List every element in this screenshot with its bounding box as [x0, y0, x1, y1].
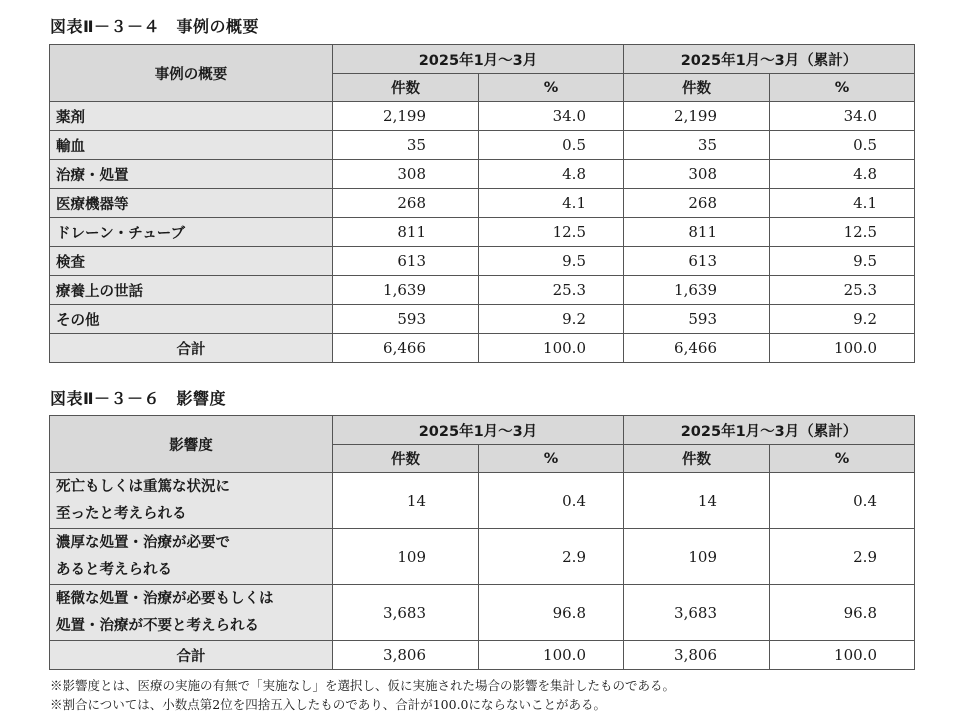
table-row [50, 189, 915, 218]
cumulative-percent-cell: 0.4 [770, 473, 915, 529]
cumulative-count-cell: 613 [624, 247, 770, 276]
count-cell: 35 [333, 131, 479, 160]
count-header: 件数 [333, 445, 479, 473]
table-header-row [50, 45, 915, 74]
total-percent-cell: 100.0 [479, 641, 624, 670]
table-row [50, 160, 915, 189]
total-row [50, 641, 915, 670]
percent-cell: 25.3 [479, 276, 624, 305]
row-label-line2: 至ったと考えられる [56, 505, 187, 522]
total-cumulative-percent-cell: 100.0 [770, 334, 915, 363]
table-row [50, 102, 915, 131]
total-cumulative-count-cell: 3,806 [624, 641, 770, 670]
impact-level-table [49, 415, 915, 670]
percent-cell: 9.5 [479, 247, 624, 276]
count-cell: 613 [333, 247, 479, 276]
percent-cell: 2.9 [479, 529, 624, 585]
cumulative-count-cell: 109 [624, 529, 770, 585]
table-row [50, 276, 915, 305]
row-header: 事例の概要 [50, 45, 333, 102]
cumulative-percent-cell: 34.0 [770, 102, 915, 131]
table-header-row [50, 416, 915, 445]
period2-header: 2025年1月～3月（累計） [624, 416, 915, 445]
percent-cell: 9.2 [479, 305, 624, 334]
percent-cell: 96.8 [479, 585, 624, 641]
row-label: 輸血 [50, 131, 333, 160]
row-label-line2: あると考えられる [56, 561, 172, 578]
percent-header: % [770, 74, 915, 102]
count-cell: 1,639 [333, 276, 479, 305]
period2-header: 2025年1月～3月（累計） [624, 45, 915, 74]
cumulative-percent-cell: 2.9 [770, 529, 915, 585]
count-cell: 268 [333, 189, 479, 218]
count-header: 件数 [624, 445, 770, 473]
total-label: 合計 [50, 641, 333, 670]
table-row [50, 305, 915, 334]
cumulative-count-cell: 268 [624, 189, 770, 218]
percent-cell: 4.1 [479, 189, 624, 218]
table-row [50, 131, 915, 160]
percent-cell: 0.4 [479, 473, 624, 529]
table-row [50, 218, 915, 247]
row-label: 治療・処置 [50, 160, 333, 189]
cumulative-count-cell: 35 [624, 131, 770, 160]
percent-cell: 0.5 [479, 131, 624, 160]
table1-caption: 図表Ⅱ－３－４ 事例の概要 [50, 17, 260, 36]
row-label [50, 529, 333, 585]
table-row [50, 585, 915, 641]
cumulative-count-cell: 3,683 [624, 585, 770, 641]
table2-caption: 図表Ⅱ－３－６ 影響度 [50, 389, 227, 408]
footnote: ※割合については、小数点第2位を四捨五入したものであり、合計が100.0にならないことがある。 [50, 697, 606, 712]
row-label: 医療機器等 [50, 189, 333, 218]
cumulative-percent-cell: 96.8 [770, 585, 915, 641]
row-label [50, 585, 333, 641]
cumulative-percent-cell: 4.8 [770, 160, 915, 189]
incident-summary-table [49, 44, 915, 363]
total-row [50, 334, 915, 363]
cumulative-count-cell: 2,199 [624, 102, 770, 131]
total-label: 合計 [50, 334, 333, 363]
row-label-line2: 処置・治療が不要と考えられる [56, 617, 259, 634]
cumulative-percent-cell: 4.1 [770, 189, 915, 218]
footnotes [50, 676, 675, 714]
count-cell: 3,683 [333, 585, 479, 641]
row-label: 薬剤 [50, 102, 333, 131]
row-label-line1: 濃厚な処置・治療が必要で [56, 534, 230, 551]
period1-header: 2025年1月～3月 [333, 45, 624, 74]
count-cell: 811 [333, 218, 479, 247]
total-percent-cell: 100.0 [479, 334, 624, 363]
percent-cell: 34.0 [479, 102, 624, 131]
count-cell: 308 [333, 160, 479, 189]
total-cumulative-percent-cell: 100.0 [770, 641, 915, 670]
row-label [50, 473, 333, 529]
percent-cell: 4.8 [479, 160, 624, 189]
row-label-line1: 死亡もしくは重篤な状況に [56, 478, 230, 495]
count-cell: 14 [333, 473, 479, 529]
footnote: ※影響度とは、医療の実施の有無で「実施なし」を選択し、仮に実施された場合の影響を集計したものである。 [50, 678, 676, 693]
cumulative-count-cell: 308 [624, 160, 770, 189]
percent-cell: 12.5 [479, 218, 624, 247]
cumulative-count-cell: 811 [624, 218, 770, 247]
cumulative-percent-cell: 9.5 [770, 247, 915, 276]
cumulative-percent-cell: 0.5 [770, 131, 915, 160]
percent-header: % [479, 445, 624, 473]
count-cell: 109 [333, 529, 479, 585]
row-label-line1: 軽微な処置・治療が必要もしくは [56, 590, 274, 607]
cumulative-percent-cell: 12.5 [770, 218, 915, 247]
count-cell: 593 [333, 305, 479, 334]
total-count-cell: 6,466 [333, 334, 479, 363]
period1-header: 2025年1月～3月 [333, 416, 624, 445]
row-label: 検査 [50, 247, 333, 276]
count-header: 件数 [624, 74, 770, 102]
cumulative-count-cell: 1,639 [624, 276, 770, 305]
cumulative-percent-cell: 25.3 [770, 276, 915, 305]
row-header: 影響度 [50, 416, 333, 473]
row-label: 療養上の世話 [50, 276, 333, 305]
table-row [50, 473, 915, 529]
row-label: その他 [50, 305, 333, 334]
total-cumulative-count-cell: 6,466 [624, 334, 770, 363]
percent-header: % [479, 74, 624, 102]
percent-header: % [770, 445, 915, 473]
row-label: ドレーン・チューブ [50, 218, 333, 247]
total-count-cell: 3,806 [333, 641, 479, 670]
count-header: 件数 [333, 74, 479, 102]
table-row [50, 247, 915, 276]
table-row [50, 529, 915, 585]
cumulative-count-cell: 14 [624, 473, 770, 529]
count-cell: 2,199 [333, 102, 479, 131]
cumulative-count-cell: 593 [624, 305, 770, 334]
cumulative-percent-cell: 9.2 [770, 305, 915, 334]
